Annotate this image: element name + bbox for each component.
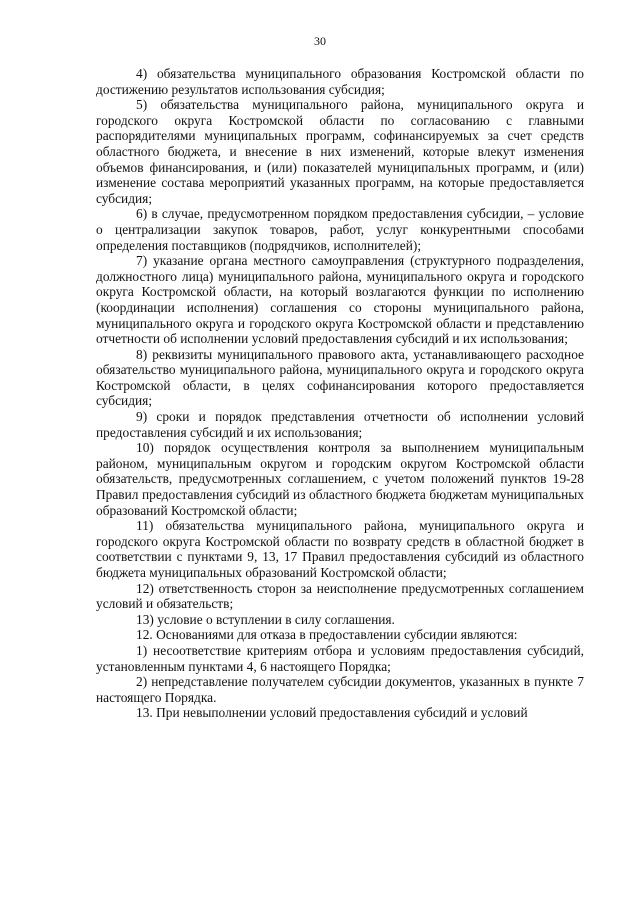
paragraph-item-10: 10) порядок осуществления контроля за выполнением муниципальным районом, муниципальным округом и городским округом Костромской области обязательств, предусмотренных соглашением, с учетом положений пунктов 19-28 Правил предоставления субсидий из областного бюджета бюджетам муниципальных образований Костромской области; — [96, 440, 584, 518]
paragraph-item-12: 12) ответственность сторон за неисполнение предусмотренных соглашением условий и обязательств; — [96, 580, 584, 612]
paragraph-item-11: 11) обязательства муниципального района, муниципального округа и городского округа Костромской области по возврату средств в областной бюджет в соответствии с пунктами 9, 13, 17 Правил предоставления субсидий из областного бюджета муниципальных образований Костромской области; — [96, 518, 584, 580]
paragraph-item-5: 5) обязательства муниципального района, муниципального округа и городского округа Костромской области по согласованию с главными распорядителями муниципальных программ, софинансируемых за счет средств областного бюджета, и внесение в них изменений, которые влекут изменения объемов финансирования, и (или) показателей муниципальных программ, и (или) изменение состава мероприятий указанных программ, на которые предоставляется субсидия; — [96, 97, 584, 206]
document-body — [96, 66, 584, 721]
paragraph-section-13: 13. При невыполнении условий предоставления субсидий и условий — [136, 705, 528, 721]
paragraph-item-6: 6) в случае, предусмотренном порядком предоставления субсидии, – условие о централизации закупок товаров, работ, услуг конкурентными способами определения поставщиков (подрядчиков, исполнителей); — [96, 206, 584, 253]
paragraph-refusal-1: 1) несоответствие критериям отбора и условиям предоставления субсидий, установленным пунктами 4, 6 настоящего Порядка; — [96, 642, 584, 674]
paragraph-item-9: 9) сроки и порядок представления отчетности об исполнении условий предоставления субсидий и их использования; — [96, 409, 584, 440]
page-number: 30 — [314, 34, 326, 48]
paragraph-item-7: 7) указание органа местного самоуправления (структурного подразделения, должностного лица) муниципального района, муниципального округа и городского округа Костромской области, на который возлагаются функции по исполнению (координации исполнения) соглашения со стороны муниципального района, муниципального округа и городского округа Костромской области и представлению отчетности об исполнении условий предоставления субсидий и их использования; — [96, 253, 584, 347]
paragraph-item-4: 4) обязательства муниципального образования Костромской области по достижению результатов использования субсидия; — [96, 66, 584, 97]
paragraph-section-12: 12. Основаниями для отказа в предоставлении субсидии являются: — [136, 627, 518, 643]
paragraph-refusal-2: 2) непредставление получателем субсидии документов, указанных в пункте 7 настоящего Порядка. — [96, 674, 584, 705]
paragraph-item-8: 8) реквизиты муниципального правового акта, устанавливающего расходное обязательство муниципального района, муниципального округа и городского округа Костромской области, в целях софинансирования которого предоставляется субсидия; — [96, 346, 584, 409]
paragraph-item-13: 13) условие о вступлении в силу соглашения. — [136, 611, 395, 627]
